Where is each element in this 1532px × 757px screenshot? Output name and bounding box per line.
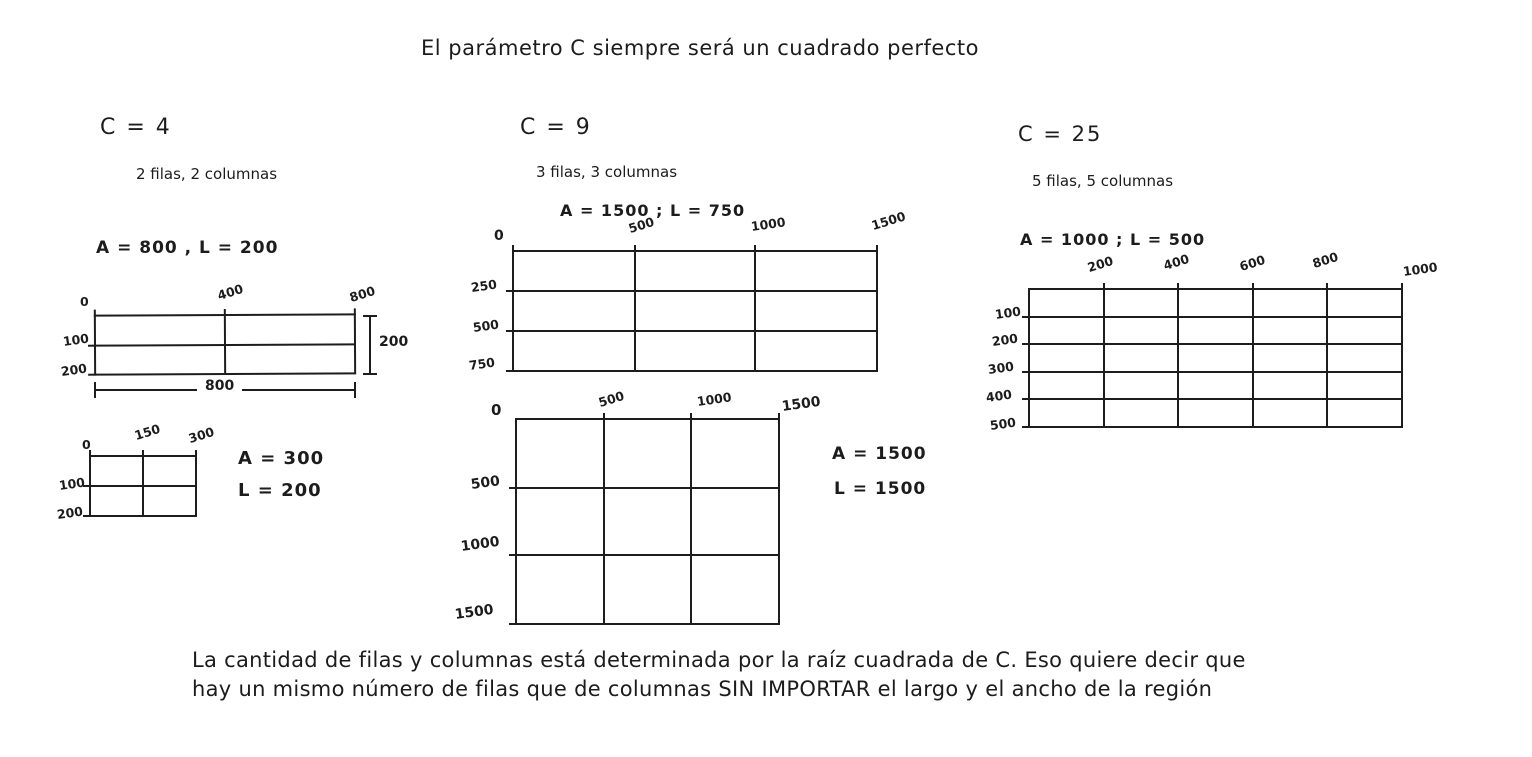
c9-grid2-ytick-1500: 1500 bbox=[453, 601, 495, 623]
c9-grid2-ytick-500: 500 bbox=[469, 473, 501, 493]
tick-mark bbox=[603, 413, 605, 420]
c4-heading: C = 4 bbox=[100, 115, 172, 140]
c25-grid1-label: A = 1000 ; L = 500 bbox=[1020, 230, 1206, 249]
grid-line bbox=[754, 252, 756, 370]
c25-grid1-ytick-200: 200 bbox=[990, 330, 1019, 349]
tick-mark bbox=[88, 374, 96, 376]
tick-mark bbox=[1177, 283, 1179, 290]
tick-mark bbox=[690, 413, 692, 420]
c9-grid1-xtick-500: 500 bbox=[626, 214, 656, 236]
tick-mark bbox=[1401, 283, 1403, 290]
tick-mark bbox=[224, 309, 226, 316]
grid-line bbox=[1252, 290, 1254, 426]
c4-grid2 bbox=[89, 455, 197, 517]
grid-line bbox=[603, 420, 605, 623]
grid-line bbox=[1030, 398, 1401, 400]
c25-grid1-xtick-1000: 1000 bbox=[1401, 259, 1439, 279]
c25-grid1-ytick-300: 300 bbox=[986, 358, 1015, 377]
c9-grid1-xtick-0: 0 bbox=[494, 228, 504, 244]
tick-mark bbox=[142, 450, 144, 457]
c4-grid2-area-label: A = 300 bbox=[238, 448, 325, 469]
c9-grid2-xtick-0: 0 bbox=[491, 401, 502, 419]
c9-heading: C = 9 bbox=[520, 115, 592, 140]
tick-mark bbox=[506, 330, 514, 332]
c9-grid2-ytick-1000: 1000 bbox=[459, 533, 501, 555]
tick-mark bbox=[509, 487, 517, 489]
c4-subheading: 2 filas, 2 columnas bbox=[136, 165, 278, 183]
c4-grid2-xtick-150: 150 bbox=[132, 421, 162, 443]
c9-grid1 bbox=[512, 250, 878, 372]
page-title: El parámetro C siempre será un cuadrado perfecto bbox=[421, 36, 979, 60]
tick-mark bbox=[509, 554, 517, 556]
c25-heading: C = 25 bbox=[1018, 122, 1103, 146]
footer-note bbox=[192, 646, 1302, 704]
grid-line bbox=[1103, 290, 1105, 426]
c9-grid2-xtick-1500: 1500 bbox=[780, 393, 822, 415]
c4-grid2-xtick-300: 300 bbox=[186, 424, 216, 446]
c4-grid1-xtick-0: 0 bbox=[80, 294, 89, 309]
tick-mark bbox=[1022, 398, 1030, 400]
c25-grid1-ytick-100: 100 bbox=[993, 303, 1022, 322]
grid-line bbox=[514, 330, 876, 332]
c9-subheading: 3 filas, 3 columnas bbox=[536, 163, 678, 181]
c25-subheading: 5 filas, 5 columnas bbox=[1032, 172, 1174, 190]
tick-mark bbox=[506, 290, 514, 292]
c4-grid1-ytick-100: 100 bbox=[61, 330, 90, 349]
c4-grid1-width-dimension-label: 800 bbox=[197, 378, 242, 394]
c9-grid1-xtick-1500: 1500 bbox=[869, 208, 908, 233]
tick-mark bbox=[1022, 426, 1030, 428]
c9-grid2-xtick-500: 500 bbox=[596, 388, 626, 410]
tick-mark bbox=[876, 245, 878, 252]
c25-grid1-ytick-400: 400 bbox=[984, 386, 1013, 405]
c4-grid1-xtick-800: 800 bbox=[347, 283, 377, 305]
c4-grid2-length-label: L = 200 bbox=[238, 480, 322, 501]
tick-mark bbox=[1326, 283, 1328, 290]
tick-mark bbox=[1252, 283, 1254, 290]
grid-line bbox=[1030, 343, 1401, 345]
c25-grid1-xtick-200: 200 bbox=[1085, 253, 1115, 275]
c9-grid2-area-label: A = 1500 bbox=[832, 444, 927, 464]
grid-line bbox=[1030, 371, 1401, 373]
c4-grid1 bbox=[94, 313, 356, 375]
c9-grid1-ytick-250: 250 bbox=[469, 276, 498, 295]
tick-mark bbox=[354, 308, 356, 315]
tick-mark bbox=[634, 245, 636, 252]
grid-line bbox=[517, 554, 778, 556]
grid-line bbox=[91, 485, 195, 487]
grid-line bbox=[514, 290, 876, 292]
c25-grid1 bbox=[1028, 288, 1403, 428]
c9-grid2 bbox=[515, 418, 780, 625]
tick-mark bbox=[83, 515, 91, 517]
grid-line bbox=[1326, 290, 1328, 426]
tick-mark bbox=[1103, 283, 1105, 290]
c25-grid1-xtick-400: 400 bbox=[1161, 251, 1191, 273]
c9-grid1-xtick-1000: 1000 bbox=[749, 214, 787, 234]
footer-line-2: hay un mismo número de filas que de columnas SIN IMPORTAR el largo y el ancho de la región bbox=[192, 677, 1213, 701]
c4-grid2-ytick-200: 200 bbox=[55, 503, 84, 522]
grid-line bbox=[1030, 316, 1401, 318]
c4-grid1-height-dimension-label: 200 bbox=[371, 334, 408, 350]
tick-mark bbox=[1022, 343, 1030, 345]
grid-line bbox=[1177, 290, 1179, 426]
tick-mark bbox=[1022, 316, 1030, 318]
c4-grid2-ytick-100: 100 bbox=[57, 474, 86, 493]
tick-mark bbox=[1022, 371, 1030, 373]
grid-line bbox=[517, 487, 778, 489]
tick-mark bbox=[506, 370, 514, 372]
tick-mark bbox=[509, 623, 517, 625]
c4-grid1-label: A = 800 , L = 200 bbox=[96, 238, 279, 258]
tick-mark bbox=[512, 245, 514, 252]
tick-mark bbox=[94, 310, 96, 317]
c4-grid1-ytick-200: 200 bbox=[59, 360, 88, 379]
footer-line-1: La cantidad de filas y columnas está determinada por la raíz cuadrada de C. Eso quiere decir que bbox=[192, 648, 1246, 672]
c9-grid1-ytick-500: 500 bbox=[471, 316, 500, 335]
c25-grid1-ytick-500: 500 bbox=[988, 414, 1017, 433]
tick-mark bbox=[754, 245, 756, 252]
c9-grid2-xtick-1000: 1000 bbox=[695, 389, 733, 409]
c25-grid1-xtick-600: 600 bbox=[1237, 252, 1267, 274]
tick-mark bbox=[778, 413, 780, 420]
c4-grid2-xtick-0: 0 bbox=[82, 437, 91, 452]
c9-grid1-ytick-750: 750 bbox=[467, 354, 496, 373]
tick-mark bbox=[195, 450, 197, 457]
c9-grid2-length-label: L = 1500 bbox=[834, 479, 927, 499]
grid-line bbox=[690, 420, 692, 623]
grid-line bbox=[634, 252, 636, 370]
c25-grid1-xtick-800: 800 bbox=[1310, 249, 1340, 271]
c9-grid1-label: A = 1500 ; L = 750 bbox=[560, 201, 746, 220]
c4-grid1-xtick-400: 400 bbox=[215, 281, 245, 303]
